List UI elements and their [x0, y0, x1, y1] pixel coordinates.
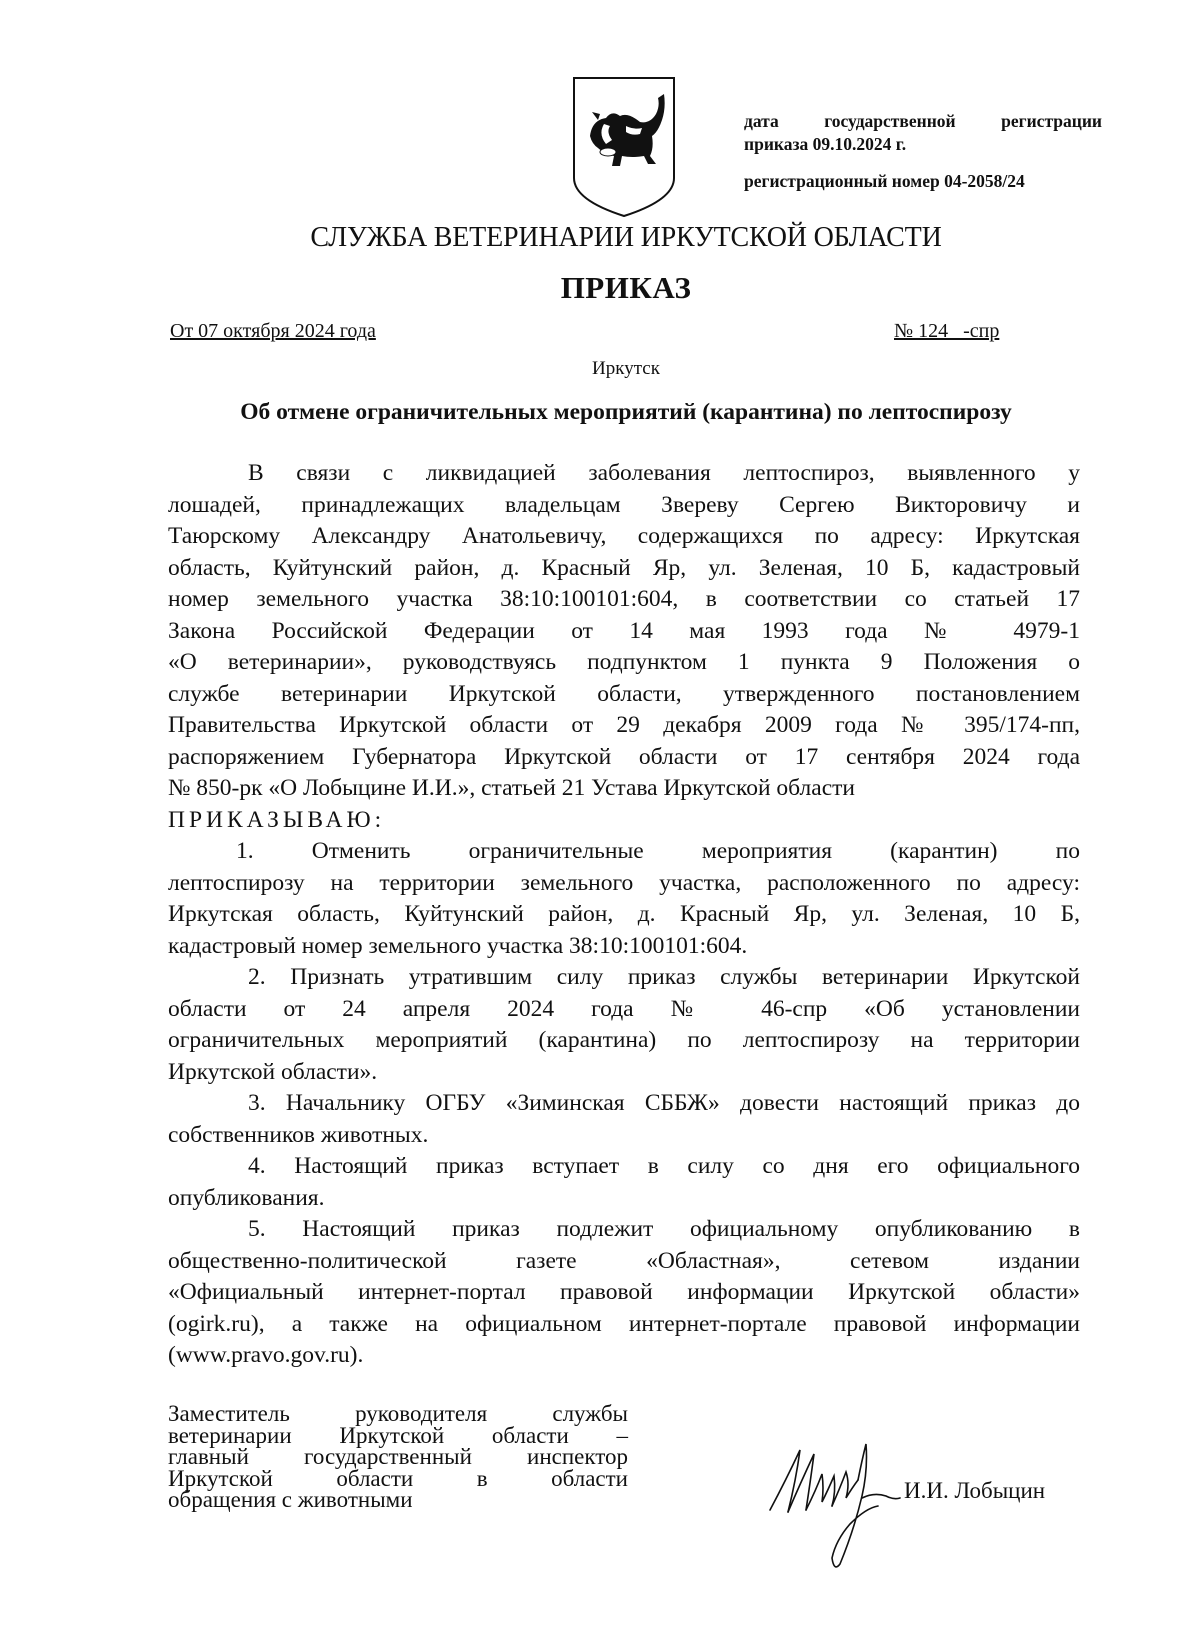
body-line: В связи с ликвидацией заболевания лептоспироз, выявленного у: [248, 460, 1080, 486]
signer-name: И.И. Лобыцин: [904, 1478, 1046, 1503]
body-line: области от 24 апреля 2024 года № 46-спр «Об установлении: [168, 995, 1080, 1022]
body-line: кадастровый номер земельного участка 38:10:100101:604.: [168, 932, 748, 959]
body-line: номер земельного участка 38:10:100101:604, в соответствии со статьей 17: [168, 586, 1080, 612]
position-line: Заместитель руководителя службы: [168, 1401, 628, 1426]
order-date: От 07 октября 2024 года: [170, 320, 376, 342]
order-body: [168, 458, 1080, 1372]
clause-2: 2. Признать утратившим силу приказ службы ветеринарии Иркутской: [248, 964, 1080, 990]
order-subject: Об отмене ограничительных мероприятий (карантина) по лептоспирозу: [240, 399, 1012, 425]
registration-info: [744, 110, 1102, 193]
body-line: ограничительных мероприятий (карантина) по лептоспирозу на территории: [168, 1027, 1080, 1053]
body-line: Иркутская область, Куйтунский район, д. Красный Яр, ул. Зеленая, 10 Б,: [168, 901, 1080, 927]
position-line: Иркутской области в области: [168, 1465, 628, 1491]
position-line: ветеринарии Иркутской области –: [168, 1422, 628, 1448]
body-line: Таюрскому Александру Анатольевичу, содержащихся по адресу: Иркутская: [168, 523, 1080, 549]
coat-of-arms-emblem: [568, 74, 680, 220]
clause-4: 4. Настоящий приказ вступает в силу со дня его официального: [248, 1153, 1080, 1179]
body-line: собственников животных.: [168, 1121, 429, 1148]
body-line: «Официальный интернет-портал правовой информации Иркутской области»: [168, 1279, 1080, 1305]
clause-3: 3. Начальнику ОГБУ «Зиминская СББЖ» довести настоящий приказ до: [248, 1090, 1080, 1116]
body-line: № 850-рк «О Лобыцине И.И.», статьей 21 Устава Иркутской области: [168, 775, 855, 801]
registration-date-label: дата государственной регистрации: [744, 111, 1102, 131]
body-line: (ogirk.ru), а также на официальном интернет-портале правовой информации: [168, 1310, 1080, 1337]
body-line: распоряжением Губернатора Иркутской области от 17 сентября 2024 года: [168, 743, 1080, 770]
document-type: ПРИКАЗ: [560, 270, 692, 305]
body-line: общественно-политической газете «Областная», сетевом издании: [168, 1247, 1080, 1274]
order-city: Иркутск: [592, 358, 660, 379]
body-line: (www.pravo.gov.ru).: [168, 1342, 364, 1368]
clause-1: 1. Отменить ограничительные мероприятия (карантин) по: [236, 838, 1080, 864]
order-number: № 124 -спр: [894, 320, 1000, 342]
registration-number: регистрационный номер 04-2058/24: [744, 171, 1025, 191]
body-line: «О ветеринарии», руководствуясь подпунктом 1 пункта 9 Положения о: [168, 649, 1080, 675]
agency-name: СЛУЖБА ВЕТЕРИНАРИИ ИРКУТСКОЙ ОБЛАСТИ: [310, 222, 942, 253]
body-line: лептоспирозу на территории земельного участка, расположенного по адресу:: [168, 869, 1080, 896]
position-line: главный государственный инспектор: [168, 1444, 628, 1469]
body-line: Иркутской области».: [168, 1058, 378, 1085]
order-directive: ПРИКАЗЫВАЮ:: [168, 806, 386, 833]
body-line: область, Куйтунский район, д. Красный Яр, ул. Зеленая, 10 Б, кадастровый: [168, 554, 1080, 581]
clause-5: 5. Настоящий приказ подлежит официальному опубликованию в: [248, 1216, 1080, 1242]
handwritten-signature: [766, 1440, 916, 1572]
body-line: Правительства Иркутской области от 29 декабря 2009 года № 395/174-пп,: [168, 712, 1080, 738]
body-line: лошадей, принадлежащих владельцам Звереву Сергею Викторовичу и: [168, 491, 1080, 518]
position-line: обращения с животными: [168, 1487, 413, 1512]
registration-date: приказа 09.10.2024 г.: [744, 134, 907, 154]
signatory-position: [168, 1403, 628, 1511]
body-line: опубликования.: [168, 1184, 325, 1211]
body-line: службе ветеринарии Иркутской области, утвержденного постановлением: [168, 680, 1080, 707]
body-line: Закона Российской Федерации от 14 мая 1993 года № 4979-1: [168, 617, 1080, 644]
